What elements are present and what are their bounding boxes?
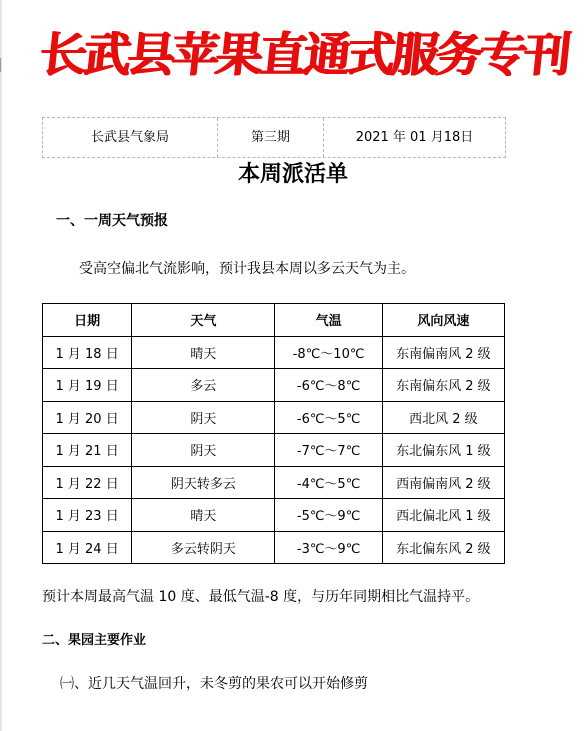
cell-wind: 东北偏东风 1 级 (382, 434, 504, 467)
cell-weather: 多云 (132, 369, 275, 402)
cell-temperature: -8℃～10℃ (275, 336, 382, 369)
cell-date: 1 月 21 日 (43, 434, 132, 467)
cell-date: 1 月 23 日 (43, 499, 132, 532)
issue-date: 2021 年 01 月18日 (355, 130, 474, 145)
cell-weather: 阴天 (132, 434, 275, 467)
cell-temperature: -6℃～5℃ (275, 401, 382, 434)
cell-wind: 东南偏南风 2 级 (382, 336, 504, 369)
cell-temperature: -7℃～7℃ (275, 434, 382, 467)
cell-weather: 阴天转多云 (132, 466, 275, 499)
temperature-summary: 预计本周最高气温 10 度、最低气温-8 度，与历年同期相比气温持平。 (42, 589, 480, 605)
orchard-task-1: ㈠、近几天气温回升，未冬剪的果农可以开始修剪 (60, 676, 368, 692)
table-header-row (43, 304, 505, 337)
table-row (43, 531, 505, 564)
publication-banner: 长武县苹果直通式服务专刊 (37, 28, 571, 83)
cell-date: 1 月 22 日 (43, 466, 132, 499)
issuer-label: 长武县气象局 (43, 118, 218, 157)
header-wind: 风向风速 (382, 304, 504, 337)
table-row (43, 401, 505, 434)
weather-forecast-table (42, 303, 505, 564)
cell-date: 1 月 24 日 (43, 531, 132, 564)
cell-temperature: -6℃～8℃ (275, 369, 382, 402)
section2-heading: 二、果园主要作业 (42, 633, 147, 648)
cell-wind: 西北风 2 级 (382, 401, 504, 434)
table-row (43, 434, 505, 467)
cell-weather: 阴天 (132, 401, 275, 434)
cell-temperature: -5℃～9℃ (275, 499, 382, 532)
cell-date: 1 月 18 日 (43, 336, 132, 369)
cell-date: 1 月 19 日 (43, 369, 132, 402)
cell-weather: 晴天 (132, 336, 275, 369)
section1-heading: 一、一周天气预报 (56, 213, 168, 229)
window-left-edge (0, 0, 2, 731)
cell-weather: 多云转阴天 (132, 531, 275, 564)
table-row (43, 499, 505, 532)
table-row (43, 336, 505, 369)
cell-wind: 东南偏东风 2 级 (382, 369, 504, 402)
cell-wind: 西北偏北风 1 级 (382, 499, 504, 532)
header-temperature: 气温 (275, 304, 382, 337)
issue-number: 第三期 (218, 118, 324, 157)
header-weather: 天气 (132, 304, 275, 337)
forecast-summary: 受高空偏北气流影响，预计我县本周以多云天气为主。 (79, 261, 415, 277)
header-date: 日期 (43, 304, 132, 337)
cell-temperature: -3℃～9℃ (275, 531, 382, 564)
cell-temperature: -4℃～5℃ (275, 466, 382, 499)
table-row (43, 466, 505, 499)
cell-weather: 晴天 (132, 499, 275, 532)
cell-wind: 东北偏东风 2 级 (382, 531, 504, 564)
cell-date: 1 月 20 日 (43, 401, 132, 434)
table-row (43, 369, 505, 402)
margin-marker (0, 58, 4, 72)
issue-info-box (42, 117, 506, 158)
document-title: 本周派活单 (237, 161, 348, 187)
cell-wind: 西南偏南风 2 级 (382, 466, 504, 499)
